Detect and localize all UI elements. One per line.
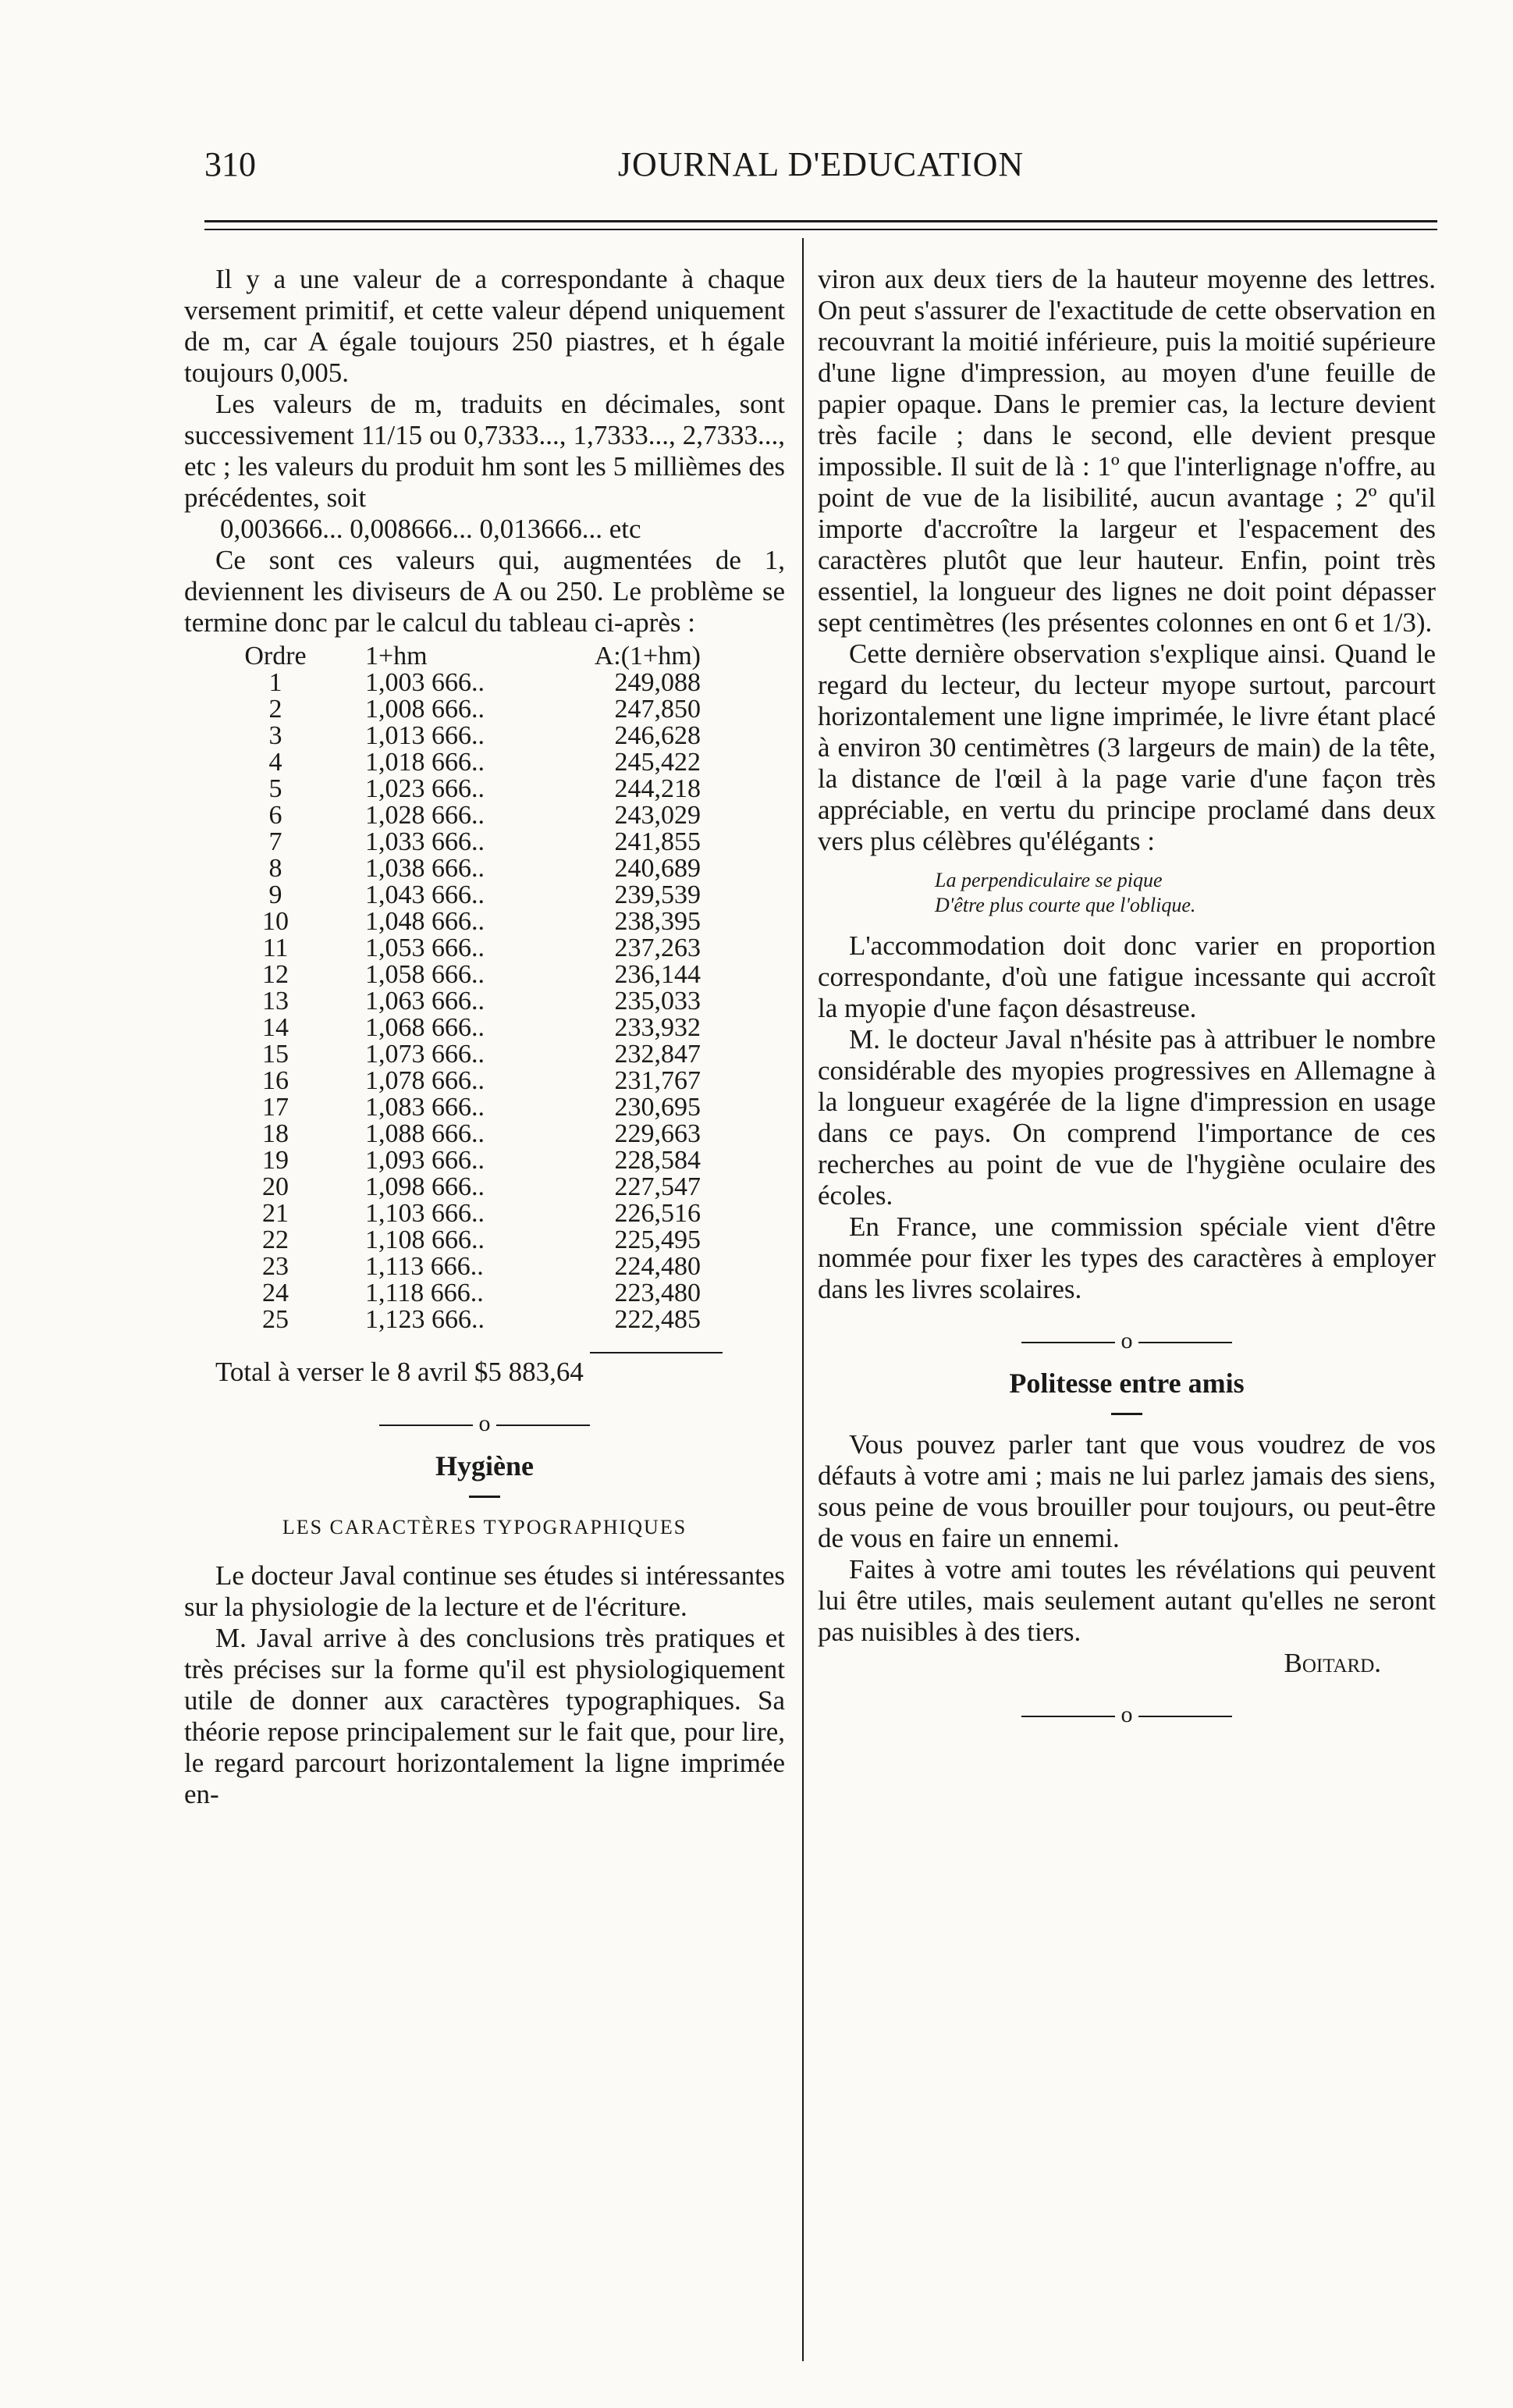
table-row <box>209 1174 755 1200</box>
table-cell: 1,033 666.. <box>365 827 485 856</box>
title-rule <box>1111 1413 1142 1415</box>
table-row <box>209 1280 755 1307</box>
separator-line <box>1021 1342 1115 1343</box>
table-cell: 1,028 666.. <box>365 801 485 830</box>
table-row <box>209 749 755 776</box>
table-cell: 238,395 <box>614 907 701 936</box>
table-cell: 1,053 666.. <box>365 934 485 962</box>
table-cell: 15 <box>262 1040 289 1069</box>
table-cell: 19 <box>262 1146 289 1175</box>
table-cell: 24 <box>262 1279 289 1307</box>
column-header: Ordre <box>244 642 307 670</box>
table-cell: 239,539 <box>614 880 701 909</box>
page-header <box>204 144 1437 199</box>
column-header: 1+hm <box>365 642 428 670</box>
table-cell: 231,767 <box>614 1066 701 1095</box>
table-row <box>209 1121 755 1147</box>
table-cell: 2 <box>268 695 282 724</box>
header-rule-bottom <box>204 229 1437 230</box>
separator-line <box>379 1425 473 1426</box>
table-cell: 12 <box>262 960 289 989</box>
table-cell: 227,547 <box>614 1172 701 1201</box>
table-cell: 236,144 <box>614 960 701 989</box>
table-cell: 246,628 <box>614 721 701 750</box>
table-row <box>209 935 755 962</box>
table-cell: 3 <box>268 721 282 750</box>
table-cell: 244,218 <box>614 774 701 803</box>
paragraph: viron aux deux tiers de la hauteur moyenne des lettres. On peut s'assurer de l'exactitude de cette observation en recouvrant la moitié inférieure, puis la moitié supérieure d'une ligne d'impression, au moyen d'une feuille de papier opaque. Dans le premier cas, la lecture devient très facile ; dans le second, elle devient presque impossible. Il suit de là : 1º que l'interlignage n'offre, au point de vue de la lisibilité, aucun avantage ; 2º qu'il importe d'accroître la largeur et l'espacement des caractères plutôt que leur hauteur. Enfin, point très essentiel, la longueur des lignes ne doit point dépasser sept centimètres (les présentes colonnes en ont 6 et 1/3). <box>818 264 1436 638</box>
table-cell: 1,023 666.. <box>365 774 485 803</box>
table-cell: 249,088 <box>614 668 701 697</box>
table-cell: 22 <box>262 1225 289 1254</box>
table-cell: 13 <box>262 987 289 1015</box>
quote-line: La perpendiculaire se pique <box>935 869 1163 891</box>
table-row <box>209 1015 755 1041</box>
table-cell: 1,068 666.. <box>365 1013 485 1042</box>
paragraph: M. le docteur Javal n'hésite pas à attribuer le nombre considérable des myopies progressives en Allemagne à la longueur exagérée de la ligne d'impression en usage dans ce pays. On comprend l'importance de ces recherches au point de vue de l'hygiène oculaire des écoles. <box>818 1024 1436 1211</box>
table-row <box>209 670 755 696</box>
total-line: Total à verser le 8 avril $5 883,64 <box>215 1357 584 1387</box>
table-row <box>209 696 755 723</box>
paragraph: Le docteur Javal continue ses études si intéressantes sur la physiologie de la lecture et de l'écriture. <box>184 1560 785 1622</box>
table-cell: 1,113 666.. <box>365 1252 484 1281</box>
section-subtitle: LES CARACTÈRES TYPOGRAPHIQUES <box>282 1516 687 1538</box>
paragraph: L'accommodation doit donc varier en proportion correspondante, d'où une fatigue incessante qui accroît la myopie d'une façon désastreuse. <box>818 930 1436 1023</box>
table-cell: 1,013 666.. <box>365 721 485 750</box>
table-cell: 223,480 <box>614 1279 701 1307</box>
table-cell: 1,098 666.. <box>365 1172 485 1201</box>
table-cell: 1,058 666.. <box>365 960 485 989</box>
column-divider <box>802 238 804 2361</box>
paragraph: Il y a une valeur de a correspondante à chaque versement primitif, et cette valeur dépend uniquement de m, car A égale toujours 250 piastres, et h égale toujours 0,005. <box>184 264 785 388</box>
table-row <box>209 1307 755 1333</box>
table-cell: 226,516 <box>614 1199 701 1228</box>
table-row <box>209 988 755 1015</box>
table-cell: 243,029 <box>614 801 701 830</box>
table-cell: 229,663 <box>614 1119 701 1148</box>
table-cell: 222,485 <box>614 1305 701 1334</box>
table-cell: 5 <box>268 774 282 803</box>
table-cell: 23 <box>262 1252 289 1281</box>
table-cell: 1,063 666.. <box>365 987 485 1015</box>
table-cell: 9 <box>268 880 282 909</box>
calculation-table <box>209 643 755 1333</box>
table-cell: 233,932 <box>614 1013 701 1042</box>
table-cell: 1,038 666.. <box>365 854 485 883</box>
table-cell: 237,263 <box>614 934 701 962</box>
table-cell: 1,008 666.. <box>365 695 485 724</box>
table-row <box>209 909 755 935</box>
table-cell: 1,073 666.. <box>365 1040 485 1069</box>
table-cell: 1,103 666.. <box>365 1199 485 1228</box>
table-row <box>209 1227 755 1254</box>
separator-mark: o <box>478 1410 491 1436</box>
column-header: A:(1+hm) <box>594 642 701 670</box>
table-row <box>209 829 755 855</box>
values-line: 0,003666... 0,008666... 0,013666... etc <box>220 514 641 544</box>
right-column <box>818 264 1436 1741</box>
table-cell: 245,422 <box>614 748 701 777</box>
table-cell: 6 <box>268 801 282 830</box>
header-rule-top <box>204 220 1437 222</box>
paragraph: En France, une commission spéciale vient d'être nommée pour fixer les types des caractères à employer dans les livres scolaires. <box>818 1211 1436 1304</box>
table-cell: 225,495 <box>614 1225 701 1254</box>
table-cell: 235,033 <box>614 987 701 1015</box>
table-cell: 1,078 666.. <box>365 1066 485 1095</box>
table-cell: 1,003 666.. <box>365 668 485 697</box>
table-cell: 230,695 <box>614 1093 701 1122</box>
end-separator <box>818 1699 1436 1730</box>
paragraph: M. Javal arrive à des conclusions très pratiques et très précises sur la forme qu'il est physiologiquement utile de donner aux caractères typographiques. Sa théorie repose principalement sur le fait que, pour lire, le regard parcourt horizontalement la ligne imprimée en- <box>184 1623 785 1809</box>
table-row <box>209 882 755 909</box>
table-cell: 17 <box>262 1093 289 1122</box>
table-cell: 1 <box>268 668 282 697</box>
table-cell: 16 <box>262 1066 289 1095</box>
table-cell: 1,088 666.. <box>365 1119 485 1148</box>
table-row <box>209 1041 755 1068</box>
table-cell: 20 <box>262 1172 289 1201</box>
table-cell: 1,118 666.. <box>365 1279 484 1307</box>
table-cell: 7 <box>268 827 282 856</box>
separator-line <box>1138 1342 1232 1343</box>
separator-line <box>1138 1716 1232 1717</box>
table-row <box>209 1094 755 1121</box>
separator-line <box>1021 1716 1115 1717</box>
table-row <box>209 1068 755 1094</box>
table-cell: 1,123 666.. <box>365 1305 485 1334</box>
section-separator <box>184 1408 785 1439</box>
table-cell: 8 <box>268 854 282 883</box>
table-cell: 241,855 <box>614 827 701 856</box>
total-rule <box>590 1352 723 1353</box>
separator-mark: o <box>1121 1702 1133 1727</box>
paragraph: Cette dernière observation s'explique ainsi. Quand le regard du lecteur, du lecteur myope surtout, parcourt horizontalement une ligne imprimée, le livre étant placé à environ 30 centimètres (3 largeurs de main) de la tête, la distance de l'œil à la page varie d'une façon très appréciable, en vertu du principe proclamé dans deux vers plus célèbres qu'élégants : <box>818 638 1436 856</box>
table-row <box>209 1200 755 1227</box>
table-cell: 247,850 <box>614 695 701 724</box>
table-cell: 21 <box>262 1199 289 1228</box>
table-row <box>209 723 755 749</box>
page-number: 310 <box>204 145 256 183</box>
table-header-row <box>209 643 755 670</box>
table-cell: 4 <box>268 748 282 777</box>
table-cell: 228,584 <box>614 1146 701 1175</box>
table-cell: 14 <box>262 1013 289 1042</box>
left-column <box>184 264 785 1810</box>
table-cell: 232,847 <box>614 1040 701 1069</box>
table-cell: 10 <box>262 907 289 936</box>
table-cell: 11 <box>262 934 289 962</box>
paragraph: Ce sont ces valeurs qui, augmentées de 1, deviennent les diviseurs de A ou 250. Le problème se termine donc par le calcul du tableau ci-après : <box>184 545 785 638</box>
paragraph: Faites à votre ami toutes les révélations qui peuvent lui être utiles, mais seulement autant qu'elles ne seront pas nuisibles à des tiers. <box>818 1554 1436 1647</box>
quote-line: D'être plus courte que l'oblique. <box>935 894 1196 916</box>
table-cell: 1,048 666.. <box>365 907 485 936</box>
table-cell: 1,043 666.. <box>365 880 485 909</box>
section-title-hygiene: Hygiène <box>435 1450 534 1481</box>
table-row <box>209 1254 755 1280</box>
signature: Boitard. <box>1284 1648 1381 1678</box>
table-cell: 240,689 <box>614 854 701 883</box>
table-cell: 18 <box>262 1119 289 1148</box>
separator-mark: o <box>1121 1328 1133 1353</box>
table-row <box>209 855 755 882</box>
journal-title: JOURNAL D'EDUCATION <box>617 145 1025 183</box>
separator-line <box>496 1425 590 1426</box>
table-cell: 1,083 666.. <box>365 1093 485 1122</box>
table-row <box>209 802 755 829</box>
title-rule <box>469 1496 500 1498</box>
table-row <box>209 1147 755 1174</box>
table-cell: 1,018 666.. <box>365 748 485 777</box>
table-row <box>209 962 755 988</box>
verse-quote <box>818 868 1436 918</box>
table-cell: 1,108 666.. <box>365 1225 485 1254</box>
paragraph: Vous pouvez parler tant que vous voudrez de vos défauts à votre ami ; mais ne lui parlez jamais des siens, sous peine de vous brouiller pour toujours, ou peut-être de vous en faire un ennemi. <box>818 1429 1436 1553</box>
section-separator <box>818 1325 1436 1357</box>
section-title-politesse: Politesse entre amis <box>1009 1368 1245 1399</box>
table-cell: 25 <box>262 1305 289 1334</box>
paragraph: Les valeurs de m, traduits en décimales, sont successivement 11/15 ou 0,7333..., 1,7333..., 2,7333..., etc ; les valeurs du produit hm sont les 5 millièmes des précédentes, soit <box>184 389 785 513</box>
table-cell: 224,480 <box>614 1252 701 1281</box>
table-cell: 1,093 666.. <box>365 1146 485 1175</box>
table-row <box>209 776 755 802</box>
